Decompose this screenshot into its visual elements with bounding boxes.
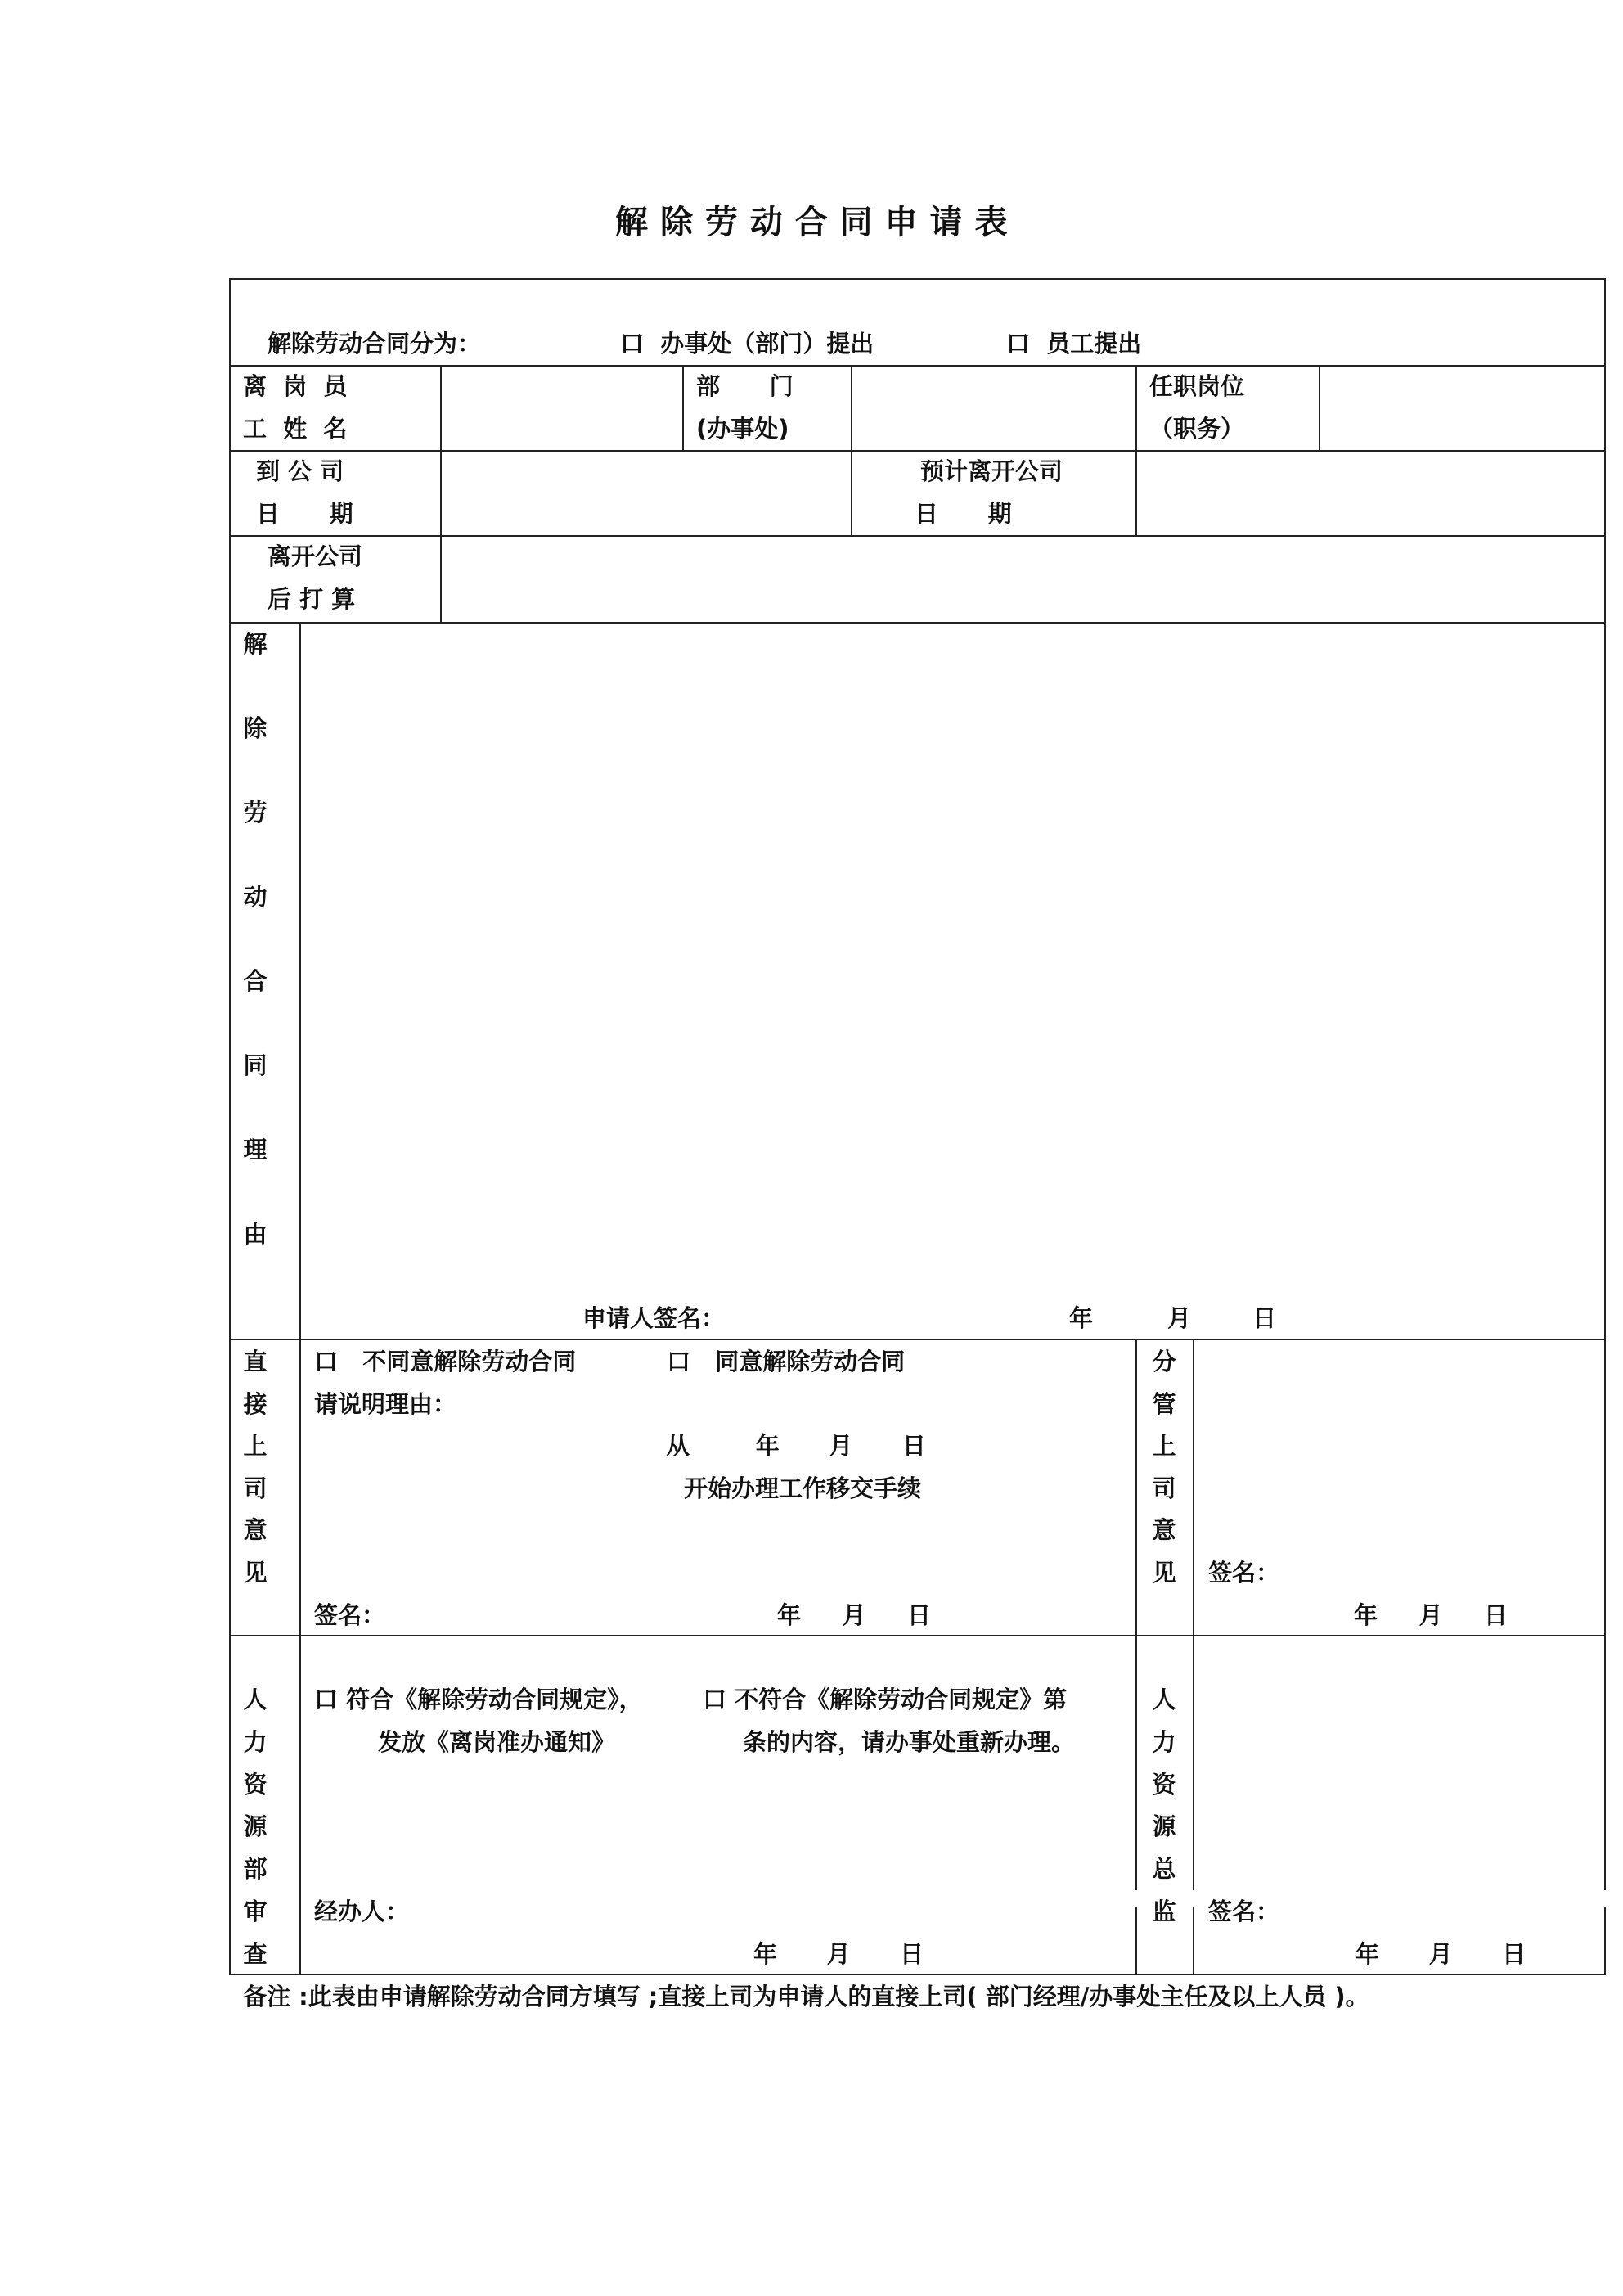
date-day-label: 日 bbox=[1252, 1304, 1277, 1332]
join-date-field[interactable] bbox=[442, 452, 851, 535]
label-char: 理 bbox=[243, 1136, 268, 1164]
hr-review-vertical-label bbox=[239, 1688, 272, 1985]
expected-leave-date-label: 预计离开公司 bbox=[920, 457, 1063, 485]
label-char: 管 bbox=[1152, 1389, 1176, 1418]
label-char: 资 bbox=[1152, 1770, 1176, 1799]
label-char: 见 bbox=[1152, 1558, 1176, 1587]
label-char: 力 bbox=[243, 1727, 268, 1756]
label-char: 见 bbox=[243, 1558, 268, 1587]
manager-date: 年 月 日 bbox=[1354, 1601, 1508, 1629]
col-divider bbox=[1135, 1907, 1137, 1975]
label-char: 合 bbox=[243, 967, 268, 995]
col-divider bbox=[682, 365, 684, 450]
future-plan-label: 离开公司 bbox=[268, 542, 363, 570]
agree-checkbox[interactable]: 口 同意解除劳动合同 bbox=[667, 1348, 906, 1375]
row-divider bbox=[229, 1635, 1606, 1636]
label-char: 源 bbox=[243, 1812, 268, 1841]
join-date-label: 日 期 bbox=[256, 500, 353, 528]
position-label: （职务） bbox=[1149, 415, 1245, 443]
row-divider bbox=[229, 1339, 1606, 1340]
supervisor-date: 年 月 日 bbox=[777, 1601, 931, 1629]
manager-vertical-label bbox=[1148, 1350, 1180, 1603]
label-char: 力 bbox=[1152, 1727, 1176, 1756]
col-divider bbox=[1193, 1339, 1194, 1890]
label-char: 监 bbox=[1152, 1897, 1176, 1925]
reason-vertical-label bbox=[239, 630, 272, 1307]
label-char: 司 bbox=[1152, 1474, 1176, 1502]
noncomply-checkbox[interactable]: 口 不符合《解除劳动合同规定》第 bbox=[703, 1686, 1068, 1713]
label-char: 资 bbox=[243, 1770, 268, 1799]
form-title: 解 除 劳 动 合 同 申 请 表 bbox=[615, 204, 1008, 241]
future-plan-field[interactable] bbox=[442, 537, 1603, 622]
manager-signature-label: 签名： bbox=[1208, 1559, 1280, 1587]
label-char: 上 bbox=[243, 1432, 268, 1460]
hr-date: 年 月 日 bbox=[753, 1940, 924, 1968]
col-divider bbox=[1193, 1907, 1194, 1975]
table-border-right bbox=[1604, 278, 1606, 1890]
supervisor-signature-label: 签名： bbox=[314, 1601, 386, 1629]
termination-type-label: 解除劳动合同分为： bbox=[268, 330, 482, 358]
label-char: 意 bbox=[1152, 1516, 1176, 1544]
join-date-label: 到 公 司 bbox=[256, 457, 344, 485]
explain-reason-label: 请说明理由： bbox=[314, 1390, 457, 1418]
label-char: 解 bbox=[243, 630, 268, 658]
expected-leave-date-field[interactable] bbox=[1137, 452, 1603, 535]
label-char: 部 bbox=[243, 1855, 268, 1884]
handover-from-date: 从 年 月 日 bbox=[666, 1432, 926, 1460]
comply-notice-label: 发放《离岗准办通知》 bbox=[378, 1728, 616, 1756]
label-char: 人 bbox=[1152, 1686, 1176, 1713]
date-year-label: 年 bbox=[1069, 1304, 1094, 1332]
label-char: 源 bbox=[1152, 1812, 1176, 1841]
label-char: 人 bbox=[243, 1686, 268, 1713]
date-month-label: 月 bbox=[1167, 1304, 1192, 1332]
label-char: 同 bbox=[243, 1051, 268, 1079]
label-char: 查 bbox=[243, 1939, 268, 1968]
label-char: 直 bbox=[243, 1348, 268, 1375]
table-border-left bbox=[229, 278, 231, 1975]
option-office-checkbox[interactable]: 口 办事处（部门）提出 bbox=[620, 330, 874, 358]
col-divider bbox=[1135, 1339, 1137, 1890]
handler-label: 经办人： bbox=[314, 1898, 410, 1925]
applicant-signature-label: 申请人签名： bbox=[582, 1304, 726, 1332]
position-field[interactable] bbox=[1320, 367, 1603, 450]
position-label: 任职岗位 bbox=[1149, 372, 1245, 400]
table-border-bottom bbox=[229, 1974, 1606, 1975]
label-char: 意 bbox=[243, 1516, 268, 1544]
disagree-checkbox[interactable]: 口 不同意解除劳动合同 bbox=[314, 1348, 577, 1375]
department-field[interactable] bbox=[852, 367, 1135, 450]
expected-leave-date-label: 日 期 bbox=[915, 500, 1012, 528]
label-char: 审 bbox=[243, 1897, 268, 1925]
option-employee-checkbox[interactable]: 口 员工提出 bbox=[1006, 330, 1142, 358]
reason-field[interactable] bbox=[301, 624, 1603, 1278]
department-label: (办事处) bbox=[696, 415, 789, 443]
label-char: 接 bbox=[243, 1389, 268, 1418]
comply-checkbox[interactable]: 口 符合《解除劳动合同规定》， bbox=[314, 1686, 643, 1713]
label-char: 除 bbox=[243, 714, 268, 742]
hr-director-signature-label: 签名： bbox=[1208, 1898, 1280, 1925]
hr-director-vertical-label bbox=[1148, 1688, 1180, 1943]
label-char: 上 bbox=[1152, 1432, 1176, 1460]
employee-name-label: 离 岗 员 bbox=[243, 372, 348, 400]
future-plan-label: 后 打 算 bbox=[268, 585, 356, 613]
label-char: 劳 bbox=[243, 799, 268, 826]
employee-name-label: 工 姓 名 bbox=[243, 415, 348, 443]
label-char: 司 bbox=[243, 1474, 268, 1502]
handover-label: 开始办理工作移交手续 bbox=[684, 1474, 922, 1502]
supervisor-vertical-label bbox=[239, 1350, 272, 1603]
noncomply-notice-label: 条的内容，请办事处重新办理。 bbox=[743, 1728, 1076, 1756]
hr-director-date: 年 月 日 bbox=[1355, 1940, 1526, 1968]
employee-name-field[interactable] bbox=[442, 367, 682, 450]
table-border-top bbox=[229, 278, 1606, 280]
footnote: 备注 :此表由申请解除劳动合同方填写 ;直接上司为申请人的直接上司( 部门经理/办事处主任及以上人员 )。 bbox=[243, 1983, 1369, 2010]
department-label: 部 门 bbox=[696, 372, 794, 400]
label-char: 总 bbox=[1152, 1855, 1176, 1884]
label-char: 分 bbox=[1152, 1348, 1176, 1375]
label-char: 由 bbox=[243, 1220, 268, 1248]
label-char: 动 bbox=[243, 883, 268, 911]
table-border-right bbox=[1604, 1907, 1606, 1975]
